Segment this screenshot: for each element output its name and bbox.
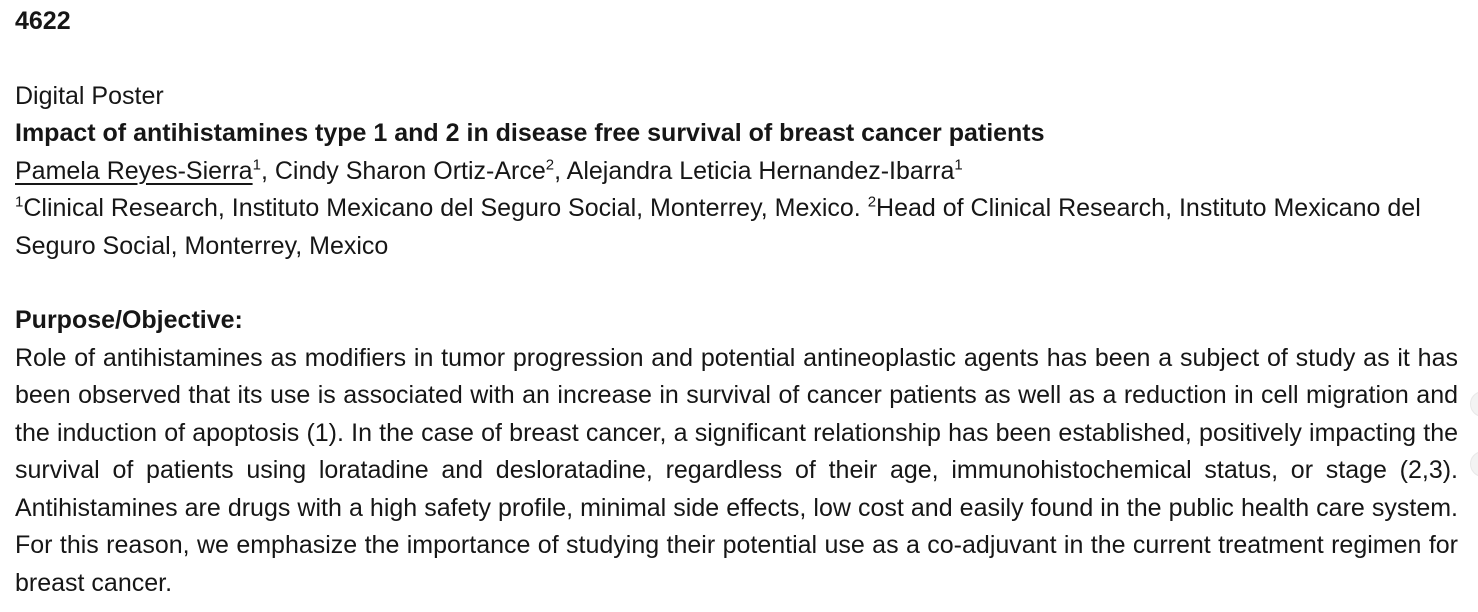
- author-name: Alejandra Leticia Hernandez-Ibarra: [566, 156, 955, 185]
- presentation-type: Digital Poster: [15, 81, 164, 110]
- affiliation-ref: 1: [252, 156, 261, 174]
- section-body-purpose: Role of antihistamines as modifiers in tumor progression and potential antineoplastic agents has been a subject of study as it has been observed that its use is associated with an increase in survival of cancer patients as well as a reduction in cell migration and the induction of apoptosis (1). In the case of breast cancer, a significant relationship has been established, positively impacting the survival of patients using loratadine and desloratadine, regardless of their age, immunohistochemical status, or stage (2,3). Antihistamines are drugs with a high safety profile, minimal side effects, low cost and easily found in the public health care system. For this reason, we emphasize the importance of studying their potential use as a co-adjuvant in the current treatment regimen for breast cancer.: [15, 343, 1458, 597]
- abstract-number: 4622: [15, 7, 71, 35]
- affiliation-ref: 1: [954, 156, 963, 174]
- affiliation-text: Head of Clinical Research, Instituto Mexicano del Seguro Social, Monterrey, Mexico: [15, 194, 1421, 260]
- abstract-meta: [15, 78, 1458, 266]
- affiliation-line: [15, 190, 1458, 265]
- section-heading-purpose: Purpose/Objective:: [15, 306, 243, 334]
- author-name: Cindy Sharon Ortiz-Arce: [274, 156, 546, 185]
- section-purpose: [15, 302, 1458, 602]
- author-name: Pamela Reyes-Sierra: [15, 156, 253, 185]
- affiliation-text: Clinical Research, Instituto Mexicano del Seguro Social, Monterrey, Mexico.: [23, 194, 861, 222]
- affiliation-ref: 2: [867, 193, 877, 211]
- affiliation-ref: 1: [15, 193, 24, 211]
- affiliation-ref: 2: [545, 156, 555, 174]
- paper-title: Impact of antihistamines type 1 and 2 in disease free survival of breast cancer patients: [15, 119, 1045, 147]
- author-line: Pamela Reyes-Sierra$^1$, Cindy Sharon Ortiz-Arce$^2$, Alejandra Leticia Hernandez-Ibarra$^1$: [15, 156, 963, 185]
